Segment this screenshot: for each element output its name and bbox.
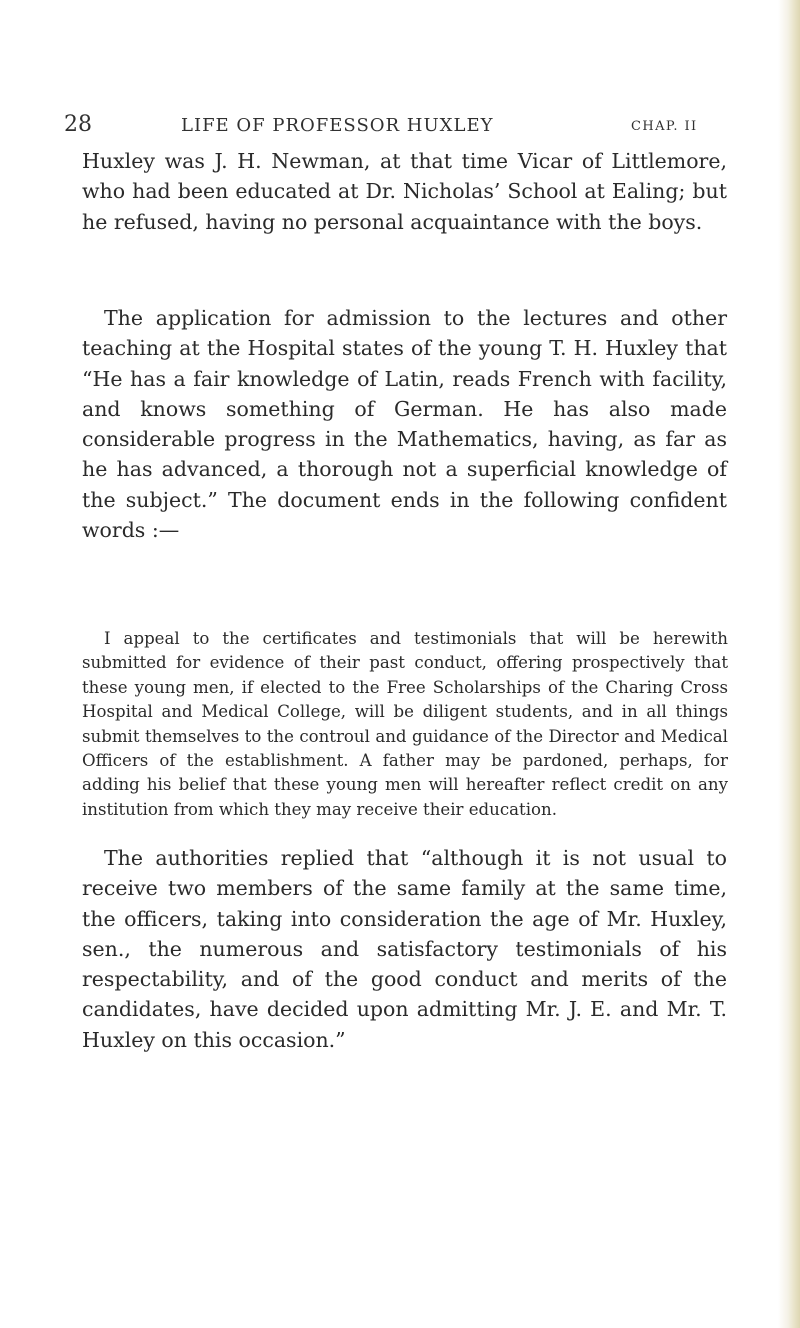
paragraph-authorities-reply <box>82 843 727 1055</box>
paragraph-text: Huxley was J. H. Newman, at that time Vicar of Littlemore, who had been educated at Dr. Nicholas’ School at Ealing; but he refused, having no personal acquaintance with the boys. <box>82 149 727 234</box>
chapter-label: CHAP. II <box>631 119 698 134</box>
page-number: 28 <box>64 112 92 137</box>
running-title: LIFE OF PROFESSOR HUXLEY <box>181 115 494 136</box>
quote-text: I appeal to the certificates and testimonials that will be herewith submitted for evidence of their past conduct, offering prospectively that these young men, if elected to the Free Scholarships of the Charing Cross Hospital and Medical College, will be diligent students, and in all things submit themselves to the controul and guidance of the Director and Medical Officers of the establishment. A father may be pardoned, perhaps, for adding his belief that these young men will hereafter reflect credit on any institution from which they may receive their education. <box>82 629 728 819</box>
paragraph-text: The application for admission to the lectures and other teaching at the Hospital states of the young T. H. Huxley that “He has a fair knowledge of Latin, reads French with facility, and knows something of German. He has also made considerable progress in the Mathematics, having, as far as he has advanced, a thorough not a superficial knowledge of the subject.” The document ends in the following confident words :— <box>82 306 727 543</box>
paragraph-text: The authorities replied that “although it is not usual to receive two members of the same family at the same time, the officers, taking into consideration the age of Mr. Huxley, sen., the numerous and satisfactory testimonials of his respectability, and of the good conduct and merits of the candidates, have decided upon admitting Mr. J. E. and Mr. T. Huxley on this occasion.” <box>82 846 727 1052</box>
paragraph-application <box>82 303 727 545</box>
page-edge-shadow <box>778 0 800 1328</box>
block-quote <box>82 627 728 822</box>
paragraph-continuation <box>82 146 727 237</box>
page-header <box>46 112 746 142</box>
